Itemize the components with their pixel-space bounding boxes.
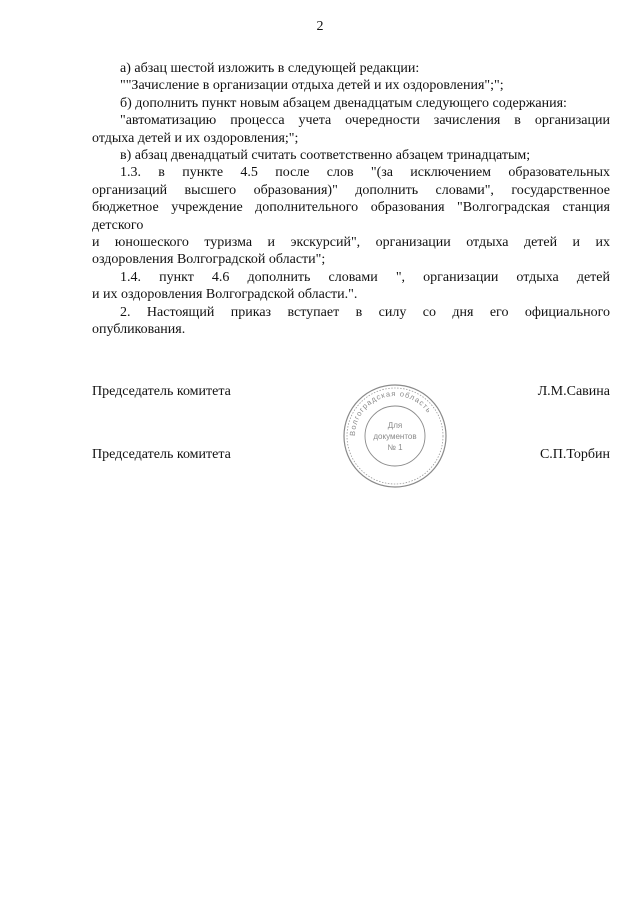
official-stamp-seal <box>341 382 449 490</box>
paragraph-line: отдыха детей и их оздоровления;"; <box>92 130 299 146</box>
page-number: 2 <box>316 19 324 34</box>
paragraph-line: 1.4. пункт 4.6 дополнить словами ", организации отдыха детей <box>120 269 610 285</box>
paragraph-line: б) дополнить пункт новым абзацем двенадцатым следующего содержания: <box>120 95 567 111</box>
stamp-center-line-1: Для <box>387 421 403 430</box>
signature-name: С.П.Торбин <box>539 447 610 462</box>
paragraph-line: "автоматизацию процесса учета очередности зачисления в организации <box>120 113 610 129</box>
signature-name: Л.М.Савина <box>537 384 610 399</box>
paragraph-line: 2. Настоящий приказ вступает в силу со дня его официального <box>120 304 610 320</box>
paragraph-line: и их оздоровления Волгоградской области.". <box>92 287 358 303</box>
paragraph-line: оздоровления Волгоградской области"; <box>92 252 326 268</box>
paragraph-line: детского <box>92 217 144 233</box>
paragraph-line: в) абзац двенадцатый считать соответственно абзацем тринадцатым; <box>120 148 531 164</box>
paragraph-line: и юношеского туризма и экскурсий", организации отдыха детей и их <box>92 235 610 251</box>
paragraph-line: 1.3. в пункте 4.5 после слов "(за исключением образовательных <box>120 165 610 181</box>
signature-role: Председатель комитета <box>92 447 231 462</box>
stamp-center-line-3: № 1 <box>387 443 403 452</box>
signature-role: Председатель комитета <box>92 384 231 399</box>
stamp-graphic <box>341 382 449 490</box>
stamp-ring-text: Волгоградская область <box>347 388 434 437</box>
paragraph-line: бюджетное учреждение дополнительного образования "Волгоградская станция <box>92 200 610 216</box>
stamp-center-line-2: документов <box>373 432 417 441</box>
paragraph-line: ""Зачисление в организации отдыха детей и их оздоровления";"; <box>120 78 504 94</box>
paragraph-line: а) абзац шестой изложить в следующей редакции: <box>120 61 420 76</box>
document-body <box>92 60 610 339</box>
paragraph-line: опубликования. <box>92 322 186 338</box>
paragraph-line: организаций высшего образования)" дополнить словами", государственное <box>92 182 610 198</box>
